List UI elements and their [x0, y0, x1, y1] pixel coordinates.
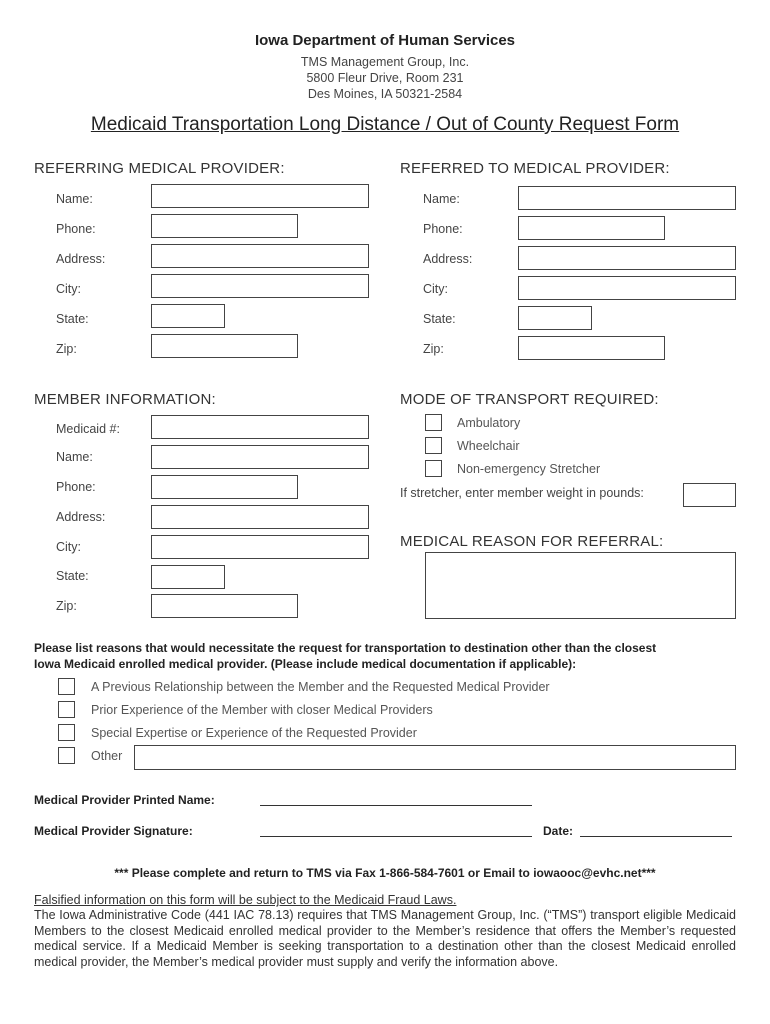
referred-phone-field[interactable] — [518, 216, 665, 240]
referring-phone-field[interactable] — [151, 214, 298, 238]
member-phone-label: Phone: — [56, 480, 96, 494]
org-name: Iowa Department of Human Services — [254, 32, 516, 49]
member-medicaid-label: Medicaid #: — [56, 422, 120, 436]
date-label: Date: — [543, 824, 574, 838]
reasons-instructions-line2: Iowa Medicaid enrolled medical provider. (Please include medical documentation if applicable): — [34, 657, 577, 671]
other-label: Other — [91, 749, 123, 763]
company-name: TMS Management Group, Inc. — [300, 55, 470, 69]
weight-field[interactable] — [683, 483, 736, 507]
member-phone-field[interactable] — [151, 475, 298, 499]
referred-address-label: Address: — [423, 252, 473, 266]
prior-experience-checkbox[interactable] — [58, 701, 75, 718]
date-line[interactable] — [580, 836, 732, 837]
reasons-instructions-line1: Please list reasons that would necessitate the request for transportation to destination other than the closest — [34, 641, 657, 655]
member-city-field[interactable] — [151, 535, 369, 559]
printed-name-line[interactable] — [260, 805, 532, 806]
previous-relationship-label: A Previous Relationship between the Member and the Requested Medical Provider — [91, 680, 550, 694]
member-state-label: State: — [56, 569, 89, 583]
member-zip-field[interactable] — [151, 594, 298, 618]
referring-state-field[interactable] — [151, 304, 225, 328]
referred-zip-field[interactable] — [518, 336, 665, 360]
referred-heading: REFERRED TO MEDICAL PROVIDER: — [400, 160, 670, 177]
referring-name-label: Name: — [56, 192, 93, 206]
prior-experience-label: Prior Experience of the Member with closer Medical Providers — [91, 703, 433, 717]
signature-label: Medical Provider Signature: — [34, 824, 193, 838]
reason-textarea[interactable] — [425, 552, 736, 619]
member-city-label: City: — [56, 540, 81, 554]
signature-line[interactable] — [260, 836, 532, 837]
referring-zip-field[interactable] — [151, 334, 298, 358]
referring-state-label: State: — [56, 312, 89, 326]
referring-city-label: City: — [56, 282, 81, 296]
transport-heading: MODE OF TRANSPORT REQUIRED: — [400, 391, 659, 408]
wheelchair-label: Wheelchair — [457, 439, 520, 453]
member-address-field[interactable] — [151, 505, 369, 529]
member-zip-label: Zip: — [56, 599, 77, 613]
printed-name-label: Medical Provider Printed Name: — [34, 793, 215, 807]
form-title: Medicaid Transportation Long Distance / Out of County Request Form — [90, 114, 680, 135]
ambulatory-checkbox[interactable] — [425, 414, 442, 431]
referring-city-field[interactable] — [151, 274, 369, 298]
referred-city-field[interactable] — [518, 276, 736, 300]
member-state-field[interactable] — [151, 565, 225, 589]
previous-relationship-checkbox[interactable] — [58, 678, 75, 695]
weight-label: If stretcher, enter member weight in pounds: — [400, 486, 644, 500]
company-city: Des Moines, IA 50321-2584 — [307, 87, 463, 101]
legal-text: The Iowa Administrative Code (441 IAC 78.13) requires that TMS Management Group, Inc. (“TMS”) transport eligible Medicaid Members to the closest Medicaid enrolled medical provider to the Member’s residence that offers the Member’s requested medical service. If a Medicaid Member is seeking transportation to a destination other than the closest Medicaid enrolled medical provider, the Member’s medical provider must supply and verify the information above. — [34, 908, 736, 970]
member-name-label: Name: — [56, 450, 93, 464]
referring-address-field[interactable] — [151, 244, 369, 268]
referring-phone-label: Phone: — [56, 222, 96, 236]
member-address-label: Address: — [56, 510, 106, 524]
referred-zip-label: Zip: — [423, 342, 444, 356]
referred-name-field[interactable] — [518, 186, 736, 210]
special-expertise-checkbox[interactable] — [58, 724, 75, 741]
member-heading: MEMBER INFORMATION: — [34, 391, 216, 408]
referred-state-label: State: — [423, 312, 456, 326]
referred-address-field[interactable] — [518, 246, 736, 270]
special-expertise-label: Special Expertise or Experience of the Requested Provider — [91, 726, 417, 740]
company-street: 5800 Fleur Drive, Room 231 — [306, 71, 464, 85]
ambulatory-label: Ambulatory — [457, 416, 521, 430]
referred-state-field[interactable] — [518, 306, 592, 330]
stretcher-checkbox[interactable] — [425, 460, 442, 477]
referred-city-label: City: — [423, 282, 448, 296]
referred-name-label: Name: — [423, 192, 460, 206]
return-note: *** Please complete and return to TMS via Fax 1-866-584-7601 or Email to iowaooc@evhc.net*** — [114, 866, 656, 880]
member-name-field[interactable] — [151, 445, 369, 469]
referring-zip-label: Zip: — [56, 342, 77, 356]
reason-heading: MEDICAL REASON FOR REFERRAL: — [400, 533, 664, 550]
referring-address-label: Address: — [56, 252, 106, 266]
other-checkbox[interactable] — [58, 747, 75, 764]
referred-phone-label: Phone: — [423, 222, 463, 236]
referring-heading: REFERRING MEDICAL PROVIDER: — [34, 160, 285, 177]
stretcher-label: Non-emergency Stretcher — [457, 462, 601, 476]
other-field[interactable] — [134, 745, 736, 770]
wheelchair-checkbox[interactable] — [425, 437, 442, 454]
referring-name-field[interactable] — [151, 184, 369, 208]
member-medicaid-field[interactable] — [151, 415, 369, 439]
fraud-heading: Falsified information on this form will be subject to the Medicaid Fraud Laws. — [34, 893, 457, 907]
